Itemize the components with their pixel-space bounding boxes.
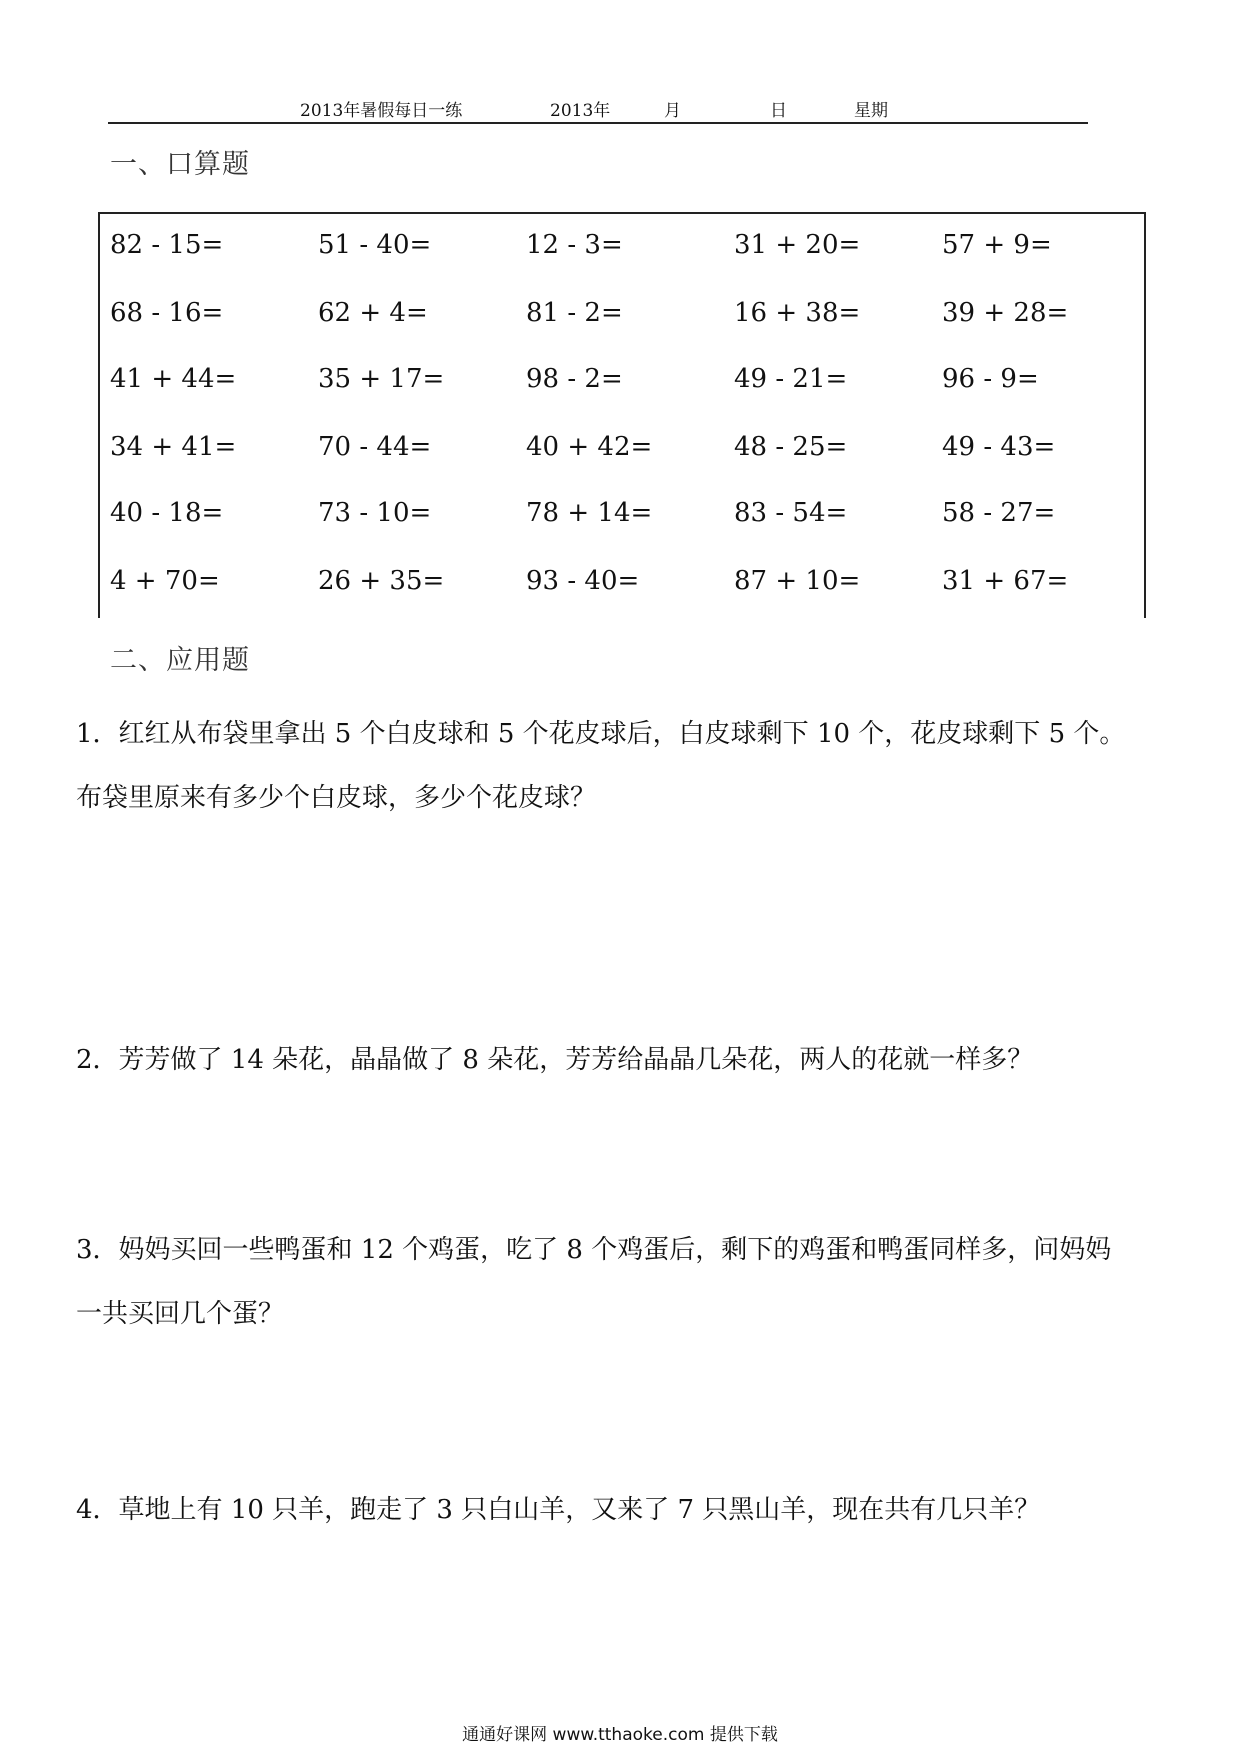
arithmetic-problem: 96 - 9= (942, 364, 1039, 394)
word-problem-2 (76, 1028, 1186, 1092)
arithmetic-problem: 34 + 41= (110, 432, 237, 462)
arithmetic-problem: 62 + 4= (318, 298, 428, 328)
arithmetic-problem: 98 - 2= (526, 364, 623, 394)
word-problem-1 (76, 702, 1186, 830)
arithmetic-problem: 31 + 67= (942, 566, 1069, 596)
word-problem-3 (76, 1218, 1186, 1346)
arithmetic-problem: 41 + 44= (110, 364, 237, 394)
word-problem-1-line2: 布袋里原来有多少个白皮球，多少个花皮球？ (76, 783, 597, 813)
header-day: 日 (770, 101, 787, 121)
header-weekday: 星期 (854, 101, 888, 121)
word-problem-4 (76, 1478, 1186, 1542)
header-year: 2013年 (550, 101, 611, 121)
arithmetic-problem: 87 + 10= (734, 566, 861, 596)
page-header (108, 92, 1088, 124)
arithmetic-problem: 40 - 18= (110, 498, 224, 528)
arithmetic-problem: 58 - 27= (942, 498, 1056, 528)
arithmetic-problem: 12 - 3= (526, 230, 623, 260)
arithmetic-problem: 82 - 15= (110, 230, 224, 260)
arithmetic-grid (98, 212, 1146, 618)
arithmetic-problem: 26 + 35= (318, 566, 445, 596)
arithmetic-problem: 93 - 40= (526, 566, 640, 596)
arithmetic-problem: 31 + 20= (734, 230, 861, 260)
section-title-mental-math: 一、口算题 (110, 149, 250, 180)
arithmetic-problem: 16 + 38= (734, 298, 861, 328)
arithmetic-problem: 40 + 42= (526, 432, 653, 462)
arithmetic-problem: 70 - 44= (318, 432, 432, 462)
arithmetic-problem: 81 - 2= (526, 298, 623, 328)
word-problem-3-line2: 一共买回几个蛋？ (76, 1299, 285, 1329)
arithmetic-problem: 4 + 70= (110, 566, 220, 596)
arithmetic-problem: 51 - 40= (318, 230, 432, 260)
footer-source: 通通好课网 www.tthaoke.com 提供下载 (462, 1725, 778, 1745)
word-problem-4-line1: 4．草地上有 10 只羊，跑走了 3 只白山羊，又来了 7 只黑山羊，现在共有几只羊？ (76, 1495, 1041, 1525)
word-problem-3-line1: 3．妈妈买回一些鸭蛋和 12 个鸡蛋，吃了 8 个鸡蛋后，剩下的鸡蛋和鸭蛋同样多，问妈妈 (76, 1235, 1112, 1265)
arithmetic-problem: 49 - 21= (734, 364, 848, 394)
section-title-word-problems: 二、应用题 (110, 645, 250, 676)
arithmetic-problem: 49 - 43= (942, 432, 1056, 462)
arithmetic-problem: 39 + 28= (942, 298, 1069, 328)
arithmetic-problem: 35 + 17= (318, 364, 445, 394)
word-problem-1-line1: 1．红红从布袋里拿出 5 个白皮球和 5 个花皮球后，白皮球剩下 10 个，花皮球剩下 5 个。 (76, 719, 1126, 749)
arithmetic-problem: 68 - 16= (110, 298, 224, 328)
arithmetic-problem: 78 + 14= (526, 498, 653, 528)
header-month: 月 (664, 101, 681, 121)
arithmetic-problem: 57 + 9= (942, 230, 1052, 260)
header-title: 2013年暑假每日一练 (300, 101, 463, 121)
arithmetic-problem: 83 - 54= (734, 498, 848, 528)
word-problem-2-line1: 2．芳芳做了 14 朵花，晶晶做了 8 朵花，芳芳给晶晶几朵花，两人的花就一样多？ (76, 1045, 1034, 1075)
arithmetic-problem: 48 - 25= (734, 432, 848, 462)
arithmetic-problem: 73 - 10= (318, 498, 432, 528)
